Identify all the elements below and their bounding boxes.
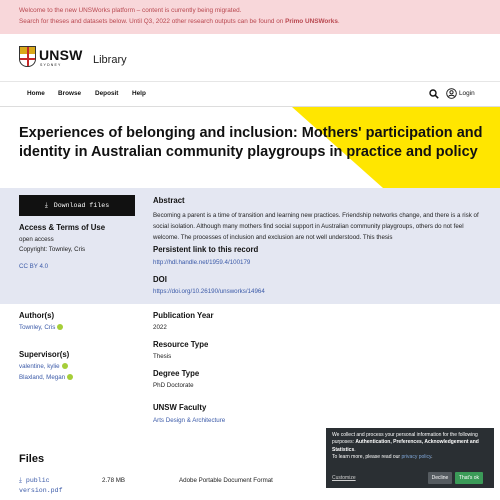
faculty-link[interactable]: Arts Design & Architecture (153, 417, 226, 424)
sydney-wordmark: SYDNEY (40, 63, 62, 67)
file-name-line-2: version.pdf (19, 487, 63, 494)
doi-heading: DOI (153, 275, 167, 284)
alert-line-1: Welcome to the new UNSWorks platform – content is currently being migrated. (19, 7, 242, 14)
main-nav (0, 82, 500, 107)
publication-year-value: 2022 (153, 324, 167, 331)
files-heading: Files (19, 453, 45, 465)
author-link[interactable]: Townley, Cris (19, 324, 56, 331)
cookie-privacy-line: To learn more, please read our privacy policy. (332, 453, 433, 460)
accept-button[interactable]: That's ok (455, 472, 483, 484)
authors-heading: Author(s) (19, 311, 55, 320)
access-value: open access (19, 236, 54, 243)
supervisors-heading: Supervisor(s) (19, 350, 70, 359)
title-hero (0, 107, 500, 188)
author-item (19, 324, 63, 331)
resource-type-heading: Resource Type (153, 340, 209, 349)
login-label: Login (459, 90, 475, 97)
nav-home[interactable]: Home (27, 90, 45, 97)
publication-year-heading: Publication Year (153, 311, 214, 320)
file-name-line-1: ⤓ public (19, 477, 50, 484)
privacy-policy-link[interactable]: privacy policy (401, 453, 432, 460)
search-icon[interactable] (429, 89, 439, 99)
degree-type-heading: Degree Type (153, 369, 200, 378)
download-files-button[interactable] (19, 195, 135, 216)
user-icon (446, 88, 457, 99)
nav-help[interactable]: Help (132, 90, 146, 97)
faculty-heading: UNSW Faculty (153, 403, 207, 412)
primo-link[interactable]: Primo UNSWorks (285, 18, 338, 25)
persistent-link[interactable]: http://hdl.handle.net/1959.4/100179 (153, 259, 251, 266)
supervisor-link[interactable]: valentine, kylie (19, 363, 60, 370)
download-icon: ⤓ (19, 477, 22, 484)
decline-button[interactable]: Decline (428, 472, 452, 484)
record-title: Experiences of belonging and inclusion: Mothers' participation and identity in Australian community playgroups in practice and policy (19, 125, 483, 160)
download-label: Download files (53, 202, 110, 209)
access-heading: Access & Terms of Use (19, 223, 106, 232)
customize-link[interactable]: Customize (332, 475, 356, 481)
copyright-value: Copyright: Townley, Cris (19, 246, 86, 253)
unsw-logo[interactable] (19, 46, 87, 76)
supervisor-item (19, 363, 68, 370)
license-link[interactable]: CC BY 4.0 (19, 263, 49, 270)
supervisor-link[interactable]: Blaxland, Megan (19, 374, 66, 381)
alert-line-2: Search for theses and datasets below. Until Q3, 2022 other research outputs can be found on Primo UNSWorks. (19, 18, 340, 25)
migration-alert (0, 0, 500, 34)
degree-type-value: PhD Doctorate (153, 382, 194, 389)
download-icon: ⤓ (44, 201, 48, 209)
orcid-icon[interactable] (67, 374, 73, 380)
file-item[interactable] (19, 476, 63, 496)
unsw-wordmark: UNSW (39, 47, 83, 63)
file-size: 2.78 MB (102, 477, 126, 484)
nav-deposit[interactable]: Deposit (95, 90, 119, 97)
nav-browse[interactable]: Browse (58, 90, 82, 97)
abstract-text: Becoming a parent is a time of transition and learning new practices. Friendship networks change, and there is a risk of social isolation. Although many mothers find social support in Australian community playgroups, others do not feel welcome. The processes of inclusion and exclusion are not well understood. This thesis (153, 212, 479, 241)
persistent-link-heading: Persistent link to this record (153, 245, 259, 254)
file-format: Adobe Portable Document Format (179, 477, 273, 484)
unsw-crest-icon (19, 46, 36, 67)
orcid-icon[interactable] (62, 363, 68, 369)
supervisor-item (19, 374, 73, 381)
abstract-heading: Abstract (153, 196, 185, 205)
cookie-message: We collect and process your personal information for the following purposes: Authentication, Preferences, Acknowledgement and Statistics. (332, 432, 479, 453)
record-summary-panel (0, 188, 500, 304)
resource-type-value: Thesis (153, 353, 172, 360)
orcid-icon[interactable] (57, 324, 63, 330)
doi-link[interactable]: https://doi.org/10.26190/unsworks/14964 (153, 288, 265, 295)
brand-header (0, 34, 500, 82)
cookie-consent-banner (326, 428, 494, 488)
library-title[interactable]: Library (93, 54, 127, 66)
